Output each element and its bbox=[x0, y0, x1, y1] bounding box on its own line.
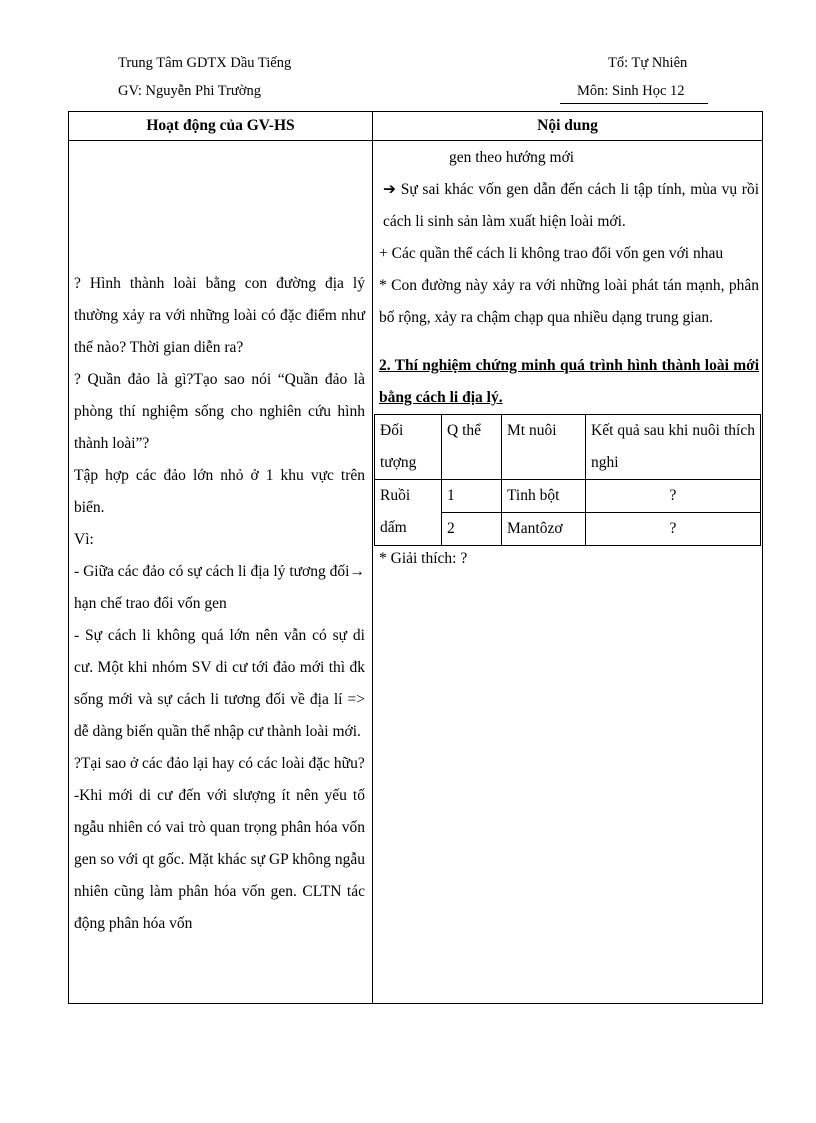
teacher-name: GV: Nguyễn Phi Trường bbox=[118, 83, 261, 99]
header-population: Q thể bbox=[442, 415, 502, 480]
school-name: Trung Tâm GDTX Dầu Tiếng bbox=[118, 55, 292, 71]
subject-label: Môn: Sinh Học 12 bbox=[577, 83, 685, 99]
answer-endemic-species: -Khi mới di cư đến với slượng ít nên yếu tố ngẫu nhiên có vai trò quan trọng phân hóa vốn gen so với qt gốc. Mặt khác sự GP không ngẫu nhiên cũng làm phân hóa vốn gen. CLTN tác động phân hóa vốn bbox=[74, 787, 365, 932]
department-label: Tổ: Tự Nhiên bbox=[608, 55, 688, 71]
table-row bbox=[375, 480, 761, 513]
section-2-title: 2. Thí nghiệm chứng minh quá trình hình thành loài mới bằng cách li địa lý. bbox=[379, 357, 759, 406]
header-underline bbox=[560, 103, 708, 104]
content-conclusion-text: Sự sai khác vốn gen dẫn đến cách li tập tính, mùa vụ rồi cách li sinh sản làm xuất hiện loài mới. bbox=[383, 181, 759, 230]
cell-population: 1 bbox=[442, 480, 502, 513]
cell-medium: Mantôzơ bbox=[502, 513, 586, 546]
activities-column bbox=[74, 268, 365, 940]
question-archipelago: ? Quần đảo là gì?Tạo sao nói “Quần đảo là phòng thí nghiệm sống cho nghiên cứu hình thành loài”? bbox=[74, 371, 365, 452]
header-divider bbox=[69, 140, 762, 141]
arrow-icon: → bbox=[349, 563, 365, 580]
content-conclusion bbox=[379, 174, 759, 238]
header-medium: Mt nuôi bbox=[502, 415, 586, 480]
column-divider bbox=[372, 112, 373, 1003]
cell-population: 2 bbox=[442, 513, 502, 546]
experiment-table bbox=[374, 414, 761, 546]
lesson-table bbox=[68, 111, 763, 1004]
column-header-content: Nội dung bbox=[537, 117, 598, 134]
question-geographic-speciation: ? Hình thành loài bằng con đường địa lý thường xảy ra với những loài có đặc điểm như thế nào? Thời gian diễn ra? bbox=[74, 275, 365, 356]
content-column bbox=[379, 142, 759, 570]
cell-medium: Tinh bột bbox=[502, 480, 586, 513]
reason-isolation bbox=[74, 556, 365, 620]
header-subject: Đối tượng bbox=[375, 415, 442, 480]
explanation-prompt: * Giải thích: ? bbox=[379, 550, 468, 567]
question-endemic-species: ?Tại sao ở các đảo lại hay có các loài đặc hữu? bbox=[74, 755, 365, 772]
reason-migration: - Sự cách li không quá lớn nên vẫn có sự di cư. Một khi nhóm SV di cư tới đảo mới thì đk sống mới và sự cách li tương đối về địa lí => dễ dàng biến quần thể nhập cư thành loài mới. bbox=[74, 627, 365, 740]
cell-subject: Ruồi dấm bbox=[375, 480, 442, 546]
archipelago-definition: Tập hợp các đảo lớn nhỏ ở 1 khu vực trên biển. bbox=[74, 467, 365, 516]
experiment-header-row bbox=[375, 415, 761, 480]
header-result: Kết quả sau khi nuôi thích nghi bbox=[586, 415, 761, 480]
cell-result: ? bbox=[586, 480, 761, 513]
reason-isolation-result: hạn chế trao đổi vốn gen bbox=[74, 595, 227, 612]
reason-label: Vì: bbox=[74, 531, 94, 548]
reason-isolation-text: - Giữa các đảo có sự cách li địa lý tương đối bbox=[74, 563, 350, 580]
content-continuation: gen theo hướng mới bbox=[449, 149, 575, 166]
content-no-gene-exchange: + Các quần thể cách li không trao đổi vốn gen với nhau bbox=[379, 245, 724, 262]
arrow-right-icon: ➔ bbox=[383, 181, 396, 198]
cell-result: ? bbox=[586, 513, 761, 546]
column-header-activities: Hoạt động của GV-HS bbox=[146, 117, 295, 134]
content-pathway-note: * Con đường này xảy ra với những loài phát tán mạnh, phân bố rộng, xảy ra chậm chạp qua nhiều dạng trung gian. bbox=[379, 277, 759, 326]
